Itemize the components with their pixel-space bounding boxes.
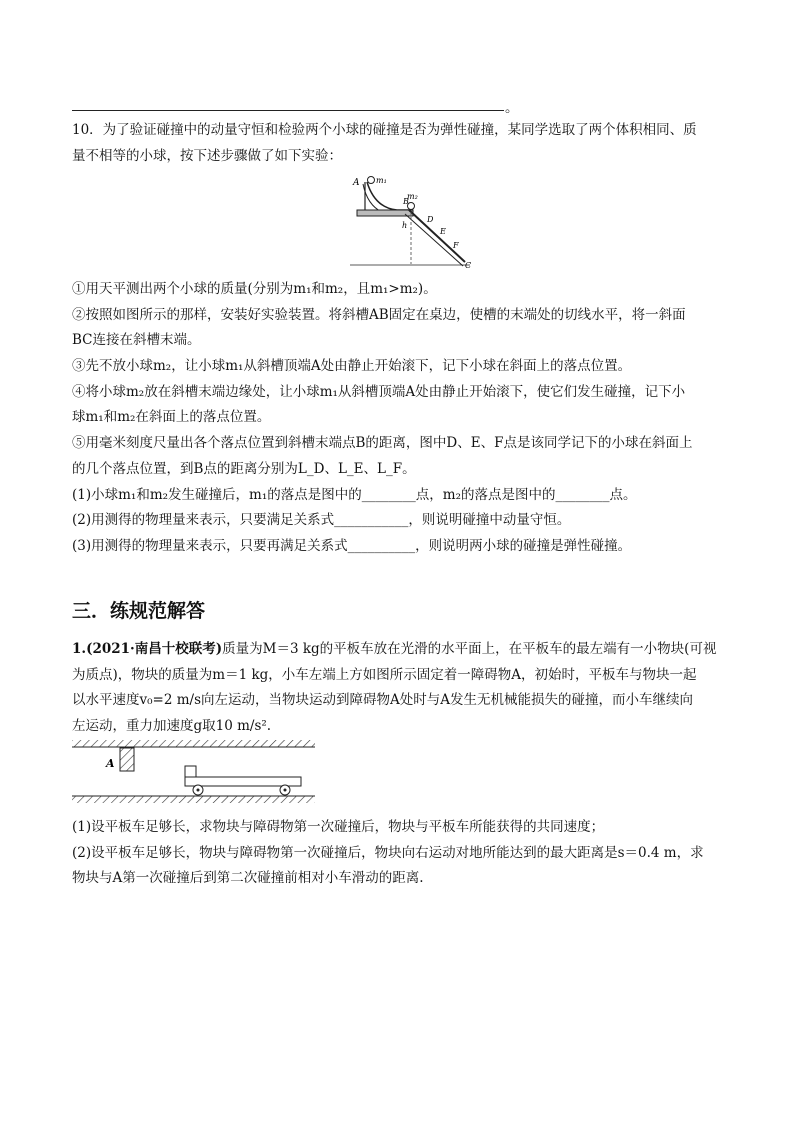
ramp-apparatus-figure [345, 170, 480, 270]
q10-step-5a: ⑤用毫米刻度尺量出各个落点位置到斜槽末端点B的距离，图中D、E、F点是该同学记下的小球在斜面上 [72, 435, 693, 451]
p1-question-2a: (2)设平板车足够长，物块与障碍物第一次碰撞后，物块向右运动对地所能达到的最大距离是s＝0.4 m，求 [72, 845, 704, 861]
label-m1: m₁ [376, 176, 387, 185]
p1-line-3: 以水平速度v₀=2 m/s向左运动，当物块运动到障碍物A处时与A发生无机械能损失的碰撞，而小车继续向 [72, 692, 694, 708]
label-B: B [403, 197, 409, 206]
cart-obstacle-figure [72, 740, 317, 808]
q10-step-1: ①用天平测出两个小球的质量(分别为m₁和m₂，且m₁>m₂)。 [72, 281, 437, 297]
q10-sub-2: (2)用测得的物理量来表示，只要满足关系式___________，则说明碰撞中动量守恒。 [72, 512, 571, 528]
label-E: E [440, 227, 446, 236]
q10-line-1: 10．为了验证碰撞中的动量守恒和检验两个小球的碰撞是否为弹性碰撞，某同学选取了两个体积相同、质 [72, 122, 697, 138]
p1-question-2b: 物块与A第一次碰撞后到第二次碰撞前相对小车滑动的距离. [72, 870, 424, 886]
q10-sub-1: (1)小球m₁和m₂发生碰撞后，m₁的落点是图中的________点，m₂的落点是图中的________点。 [72, 487, 637, 503]
q10-sub-3: (3)用测得的物理量来表示，只要再满足关系式__________，则说明两小球的碰撞是弹性碰撞。 [72, 538, 632, 554]
p1-question-1: (1)设平板车足够长，求物块与障碍物第一次碰撞后，物块与平板车所能获得的共同速度； [72, 819, 605, 835]
p1-source: 1.(2021·南昌十校联考) [72, 641, 223, 657]
label-D: D [427, 215, 434, 224]
label-m2: m₂ [407, 192, 418, 201]
q10-step-2b: BC连接在斜槽末端。 [72, 332, 201, 348]
p1-line-4: 左运动，重力加速度g取10 m/s². [72, 718, 272, 734]
label-A: A [353, 178, 360, 188]
q10-line-2: 量不相等的小球，按下述步骤做了如下实验： [72, 148, 342, 164]
section-title: 三．练规范解答 [72, 600, 206, 622]
end-mark: 。 [505, 100, 519, 116]
p1-text-1: 质量为M＝3 kg的平板车放在光滑的水平面上，在平板车的最左端有一小物块(可视 [222, 641, 717, 657]
label-C: C [465, 261, 472, 270]
q10-step-4a: ④将小球m₂放在斜槽末端边缘处，让小球m₁从斜槽顶端A处由静止开始滚下，使它们发生碰撞，记下小 [72, 384, 686, 400]
q10-step-2a: ②按照如图所示的那样，安装好实验装置。将斜槽AB固定在桌边，使槽的末端处的切线水平，将一斜面 [72, 307, 686, 323]
q10-step-4b: 球m₁和m₂在斜面上的落点位置。 [72, 409, 271, 425]
label-h: h [402, 221, 408, 230]
p1-line-2: 为质点)，物块的质量为m＝1 kg，小车左端上方如图所示固定着一障碍物A，初始时，平板车与物块一起 [72, 667, 697, 683]
label-F: F [453, 241, 459, 250]
answer-underline [72, 110, 504, 111]
label-obstacle-A: A [106, 757, 115, 770]
p1-line-1 [72, 639, 716, 659]
q10-step-3: ③先不放小球m₂，让小球m₁从斜槽顶端A处由静止开始滚下，记下小球在斜面上的落点位置。 [72, 358, 632, 374]
q10-step-5b: 的几个落点位置，到B点的距离分别为L_D、L_E、L_F。 [72, 461, 416, 477]
